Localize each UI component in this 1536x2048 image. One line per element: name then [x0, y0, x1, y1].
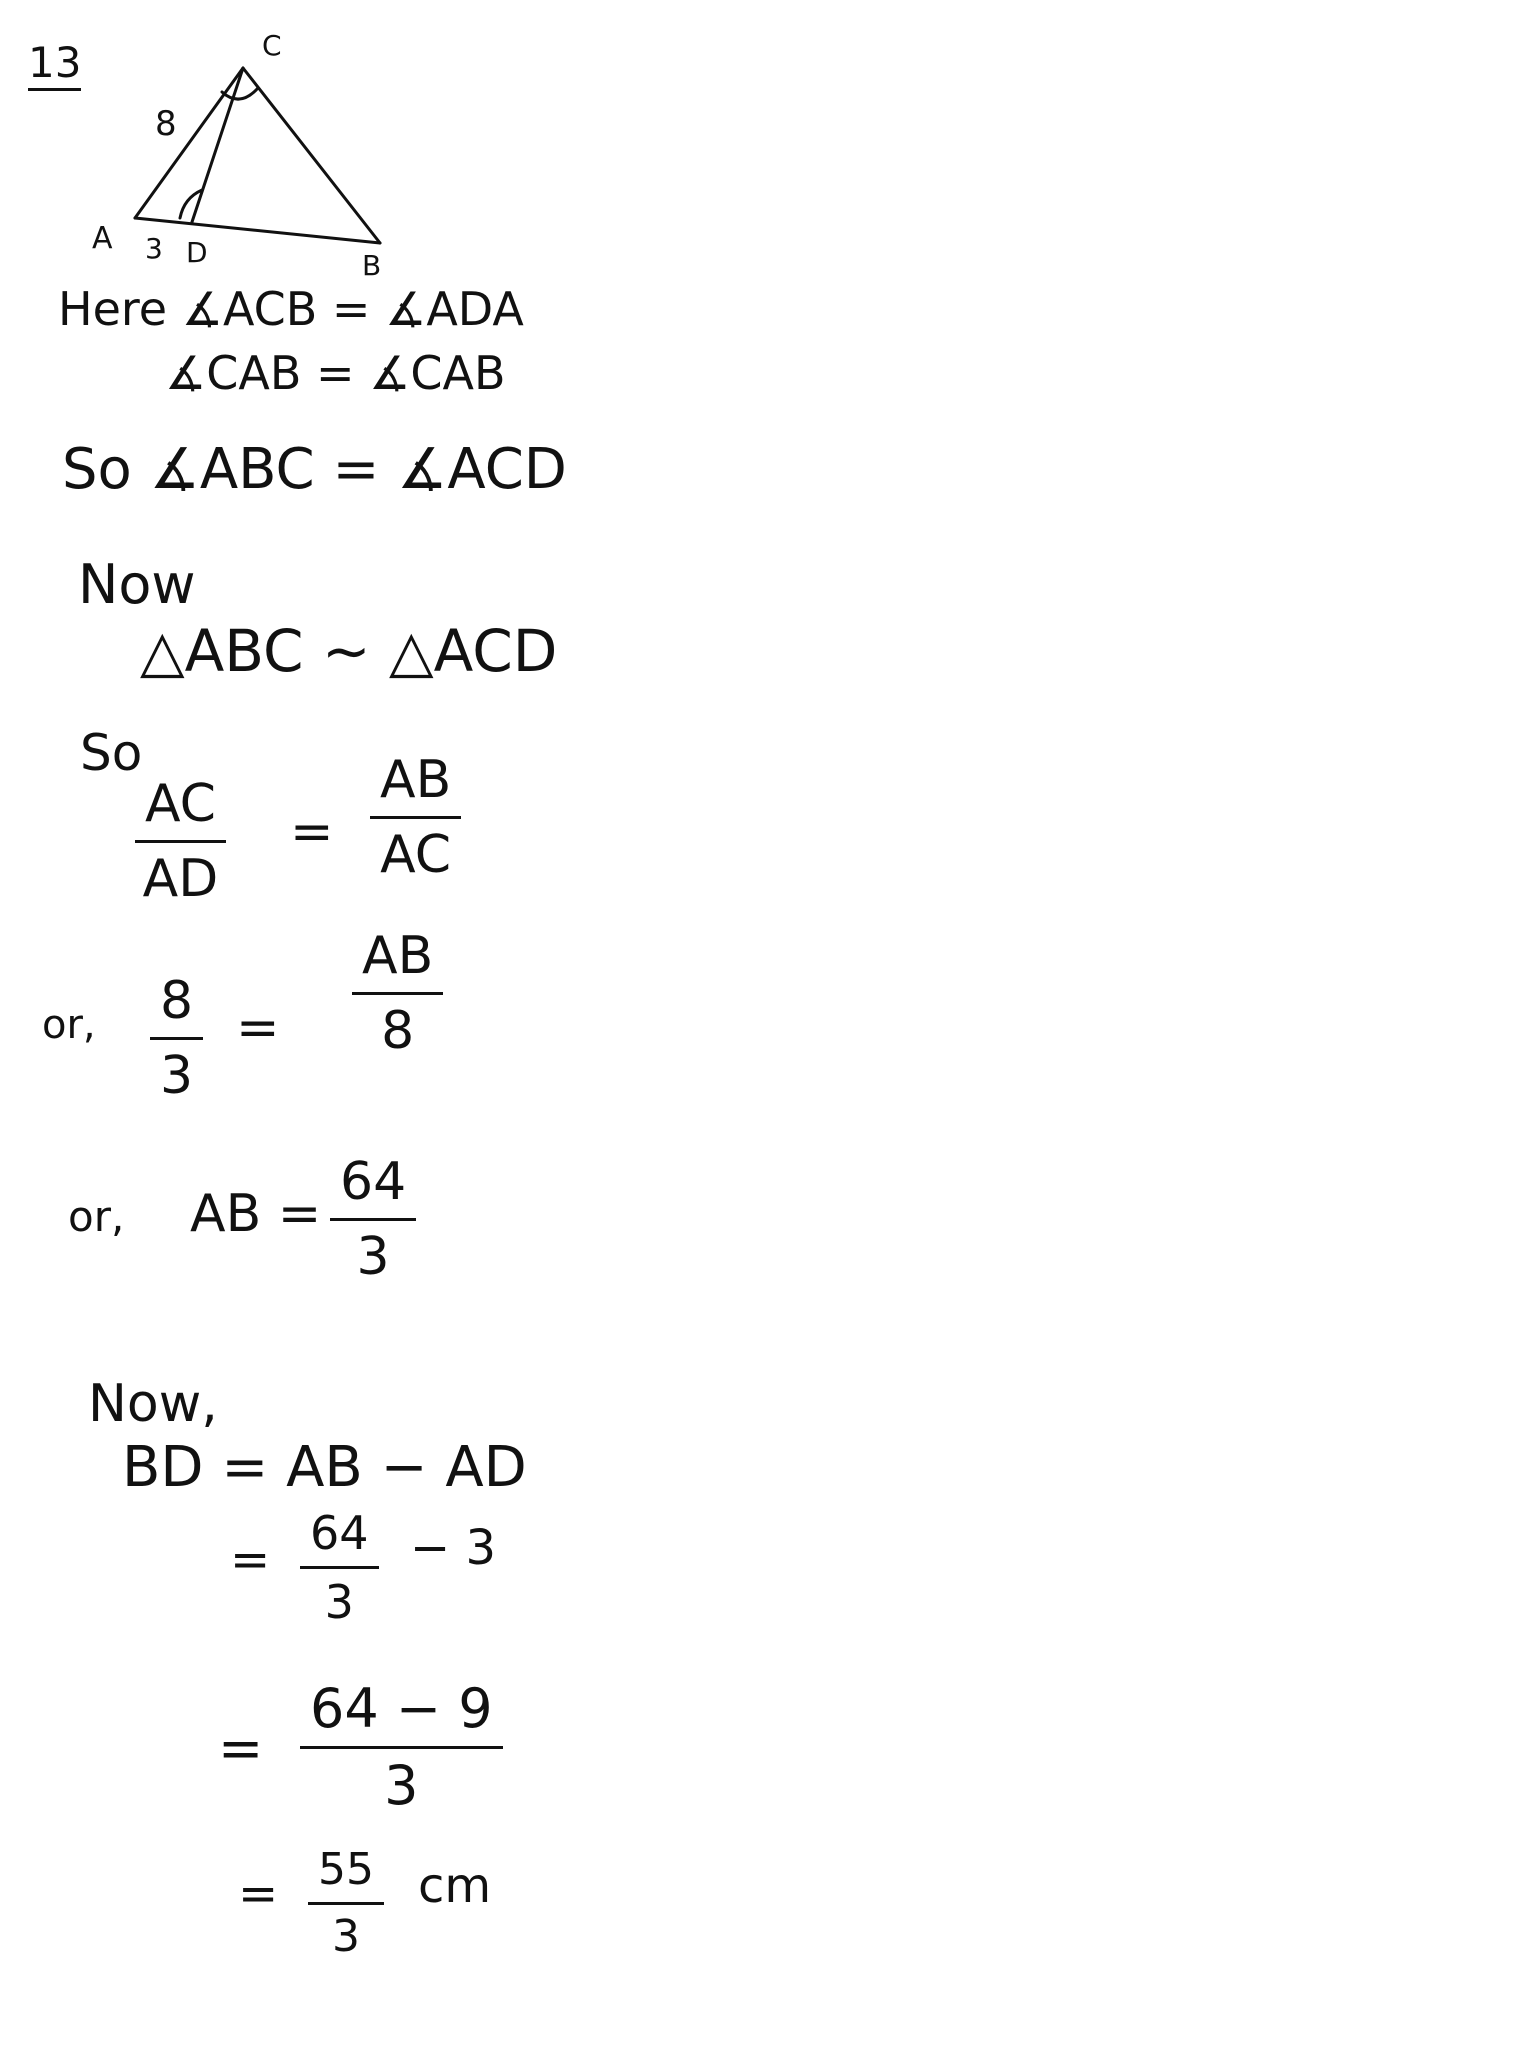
line-here: Here ∡ACB = ∡ADA [58, 282, 524, 336]
ab-lhs: AB = [190, 1184, 322, 1244]
vertex-label-c: C [262, 29, 282, 62]
bd-result-den: 3 [332, 1911, 360, 1962]
ratio2-rhs-num: AB [352, 930, 443, 995]
line-cab: ∡CAB = ∡CAB [165, 346, 506, 400]
bd-eq-1: = [230, 1532, 271, 1588]
bd-step2-den: 3 [384, 1754, 419, 1817]
ratio2-lhs-num: 8 [150, 975, 203, 1040]
ratio2-lhs-den: 3 [160, 1046, 194, 1106]
ratio1-lhs-den: AD [142, 849, 219, 909]
ratio1-lhs [135, 774, 226, 909]
ab-value-num: 64 [330, 1156, 416, 1221]
vertex-label-a: A [92, 221, 113, 256]
bd-step2-num: 64 − 9 [300, 1682, 503, 1749]
unit-cm: cm [418, 1858, 492, 1914]
line-similar: △ABC ∼ △ACD [140, 617, 558, 685]
ratio1-rhs-den: AC [380, 825, 452, 885]
side-label-ad: 3 [145, 232, 163, 265]
ratio2-lhs [150, 971, 203, 1106]
side-ac [135, 68, 243, 218]
vertex-label-b: B [362, 249, 382, 280]
bd-step1 [300, 1506, 379, 1629]
triangle-diagram [0, 0, 460, 280]
ab-value-den: 3 [356, 1227, 390, 1287]
ratio1-eq: = [290, 802, 334, 862]
side-ab [135, 218, 380, 243]
bd-step2 [300, 1677, 503, 1817]
ratio2-rhs-den: 8 [381, 1001, 415, 1061]
line-or-2: or, [68, 1192, 125, 1241]
side-label-ac: 8 [155, 104, 177, 144]
line-now-2: Now, [88, 1374, 218, 1434]
bd-step1-num: 64 [300, 1510, 379, 1569]
ratio1-rhs [370, 750, 461, 885]
bd-result-num: 55 [308, 1848, 384, 1905]
ratio1-rhs-num: AB [370, 754, 461, 819]
vertex-label-d: D [186, 236, 208, 269]
question-number: 13 [28, 42, 81, 91]
bd-step1-den: 3 [324, 1575, 354, 1629]
ab-value [330, 1152, 416, 1287]
line-or-1: or, [42, 1002, 96, 1048]
bd-minus-3: − 3 [410, 1520, 497, 1576]
ratio2-eq: = [236, 998, 280, 1058]
ratio2-rhs [352, 926, 443, 1061]
side-cb [243, 68, 380, 243]
bd-eq-2: = [218, 1717, 264, 1780]
bd-result [308, 1844, 384, 1962]
line-so-abc: So ∡ABC = ∡ACD [62, 437, 567, 502]
line-so-2: So [80, 724, 143, 782]
bd-eq-3: = [238, 1866, 279, 1922]
line-bd-def: BD = AB − AD [122, 1435, 527, 1500]
line-now-1: Now [78, 553, 196, 616]
ratio1-lhs-num: AC [135, 778, 226, 843]
segment-cd [192, 68, 243, 222]
